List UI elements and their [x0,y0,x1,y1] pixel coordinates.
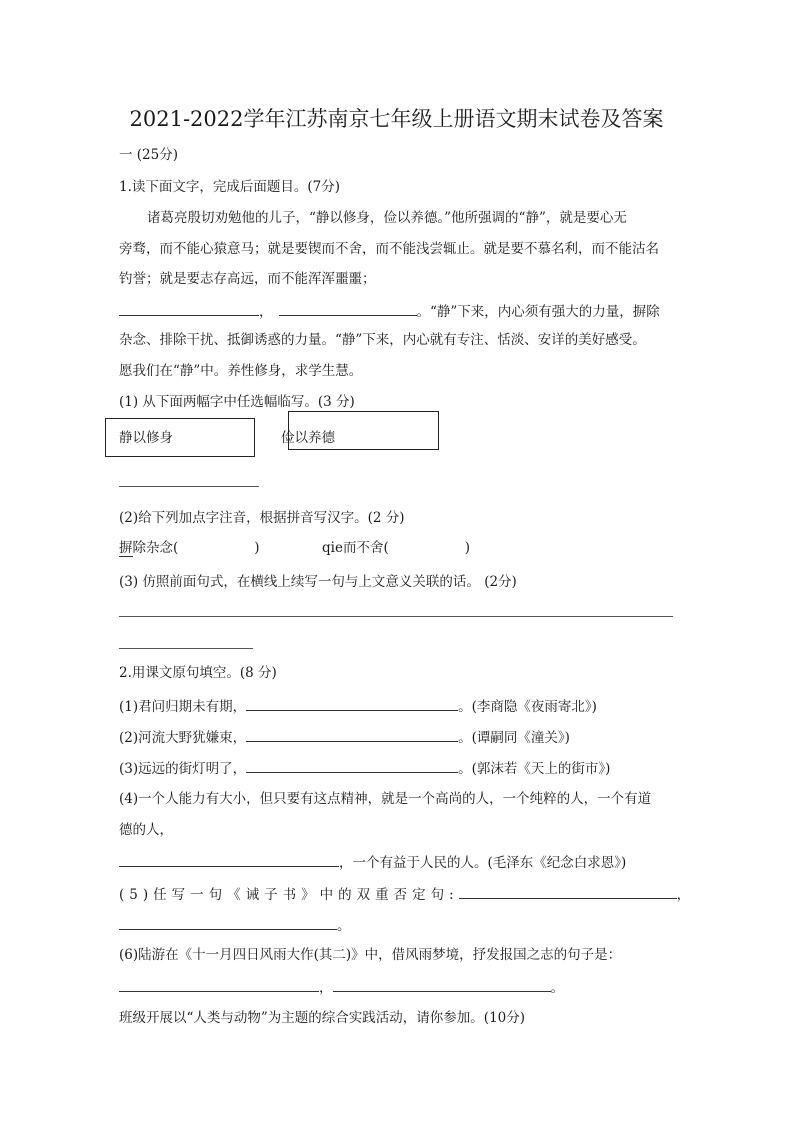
answer-blank[interactable] [119,852,339,867]
passage-line-6: 愿我们在“静”中。养性修身，求学生慧。 [119,363,363,379]
bracket: ) [464,540,470,556]
period: 。 [337,918,351,934]
sub-question-1: (1) 从下面两幅字中任选幅临写。(3 分) [119,394,355,410]
fill-item-2 [119,727,570,747]
passage-line-1: 诸葛亮殷切劝勉他的儿子，“静以修身，俭以养德。”他所强调的“静”，就是要心无 [147,210,627,226]
separator: ， [319,980,333,996]
fill-item-4-line-3 [119,852,626,872]
fill-item-3-prompt: (3)远远的街灯明了， [119,761,247,777]
answer-blank[interactable] [246,758,458,773]
answer-blank[interactable] [333,977,551,992]
question-3-heading: 班级开展以“人类与动物”为主题的综合实践活动，请你参加。(10分) [119,1010,526,1026]
answer-blank[interactable] [279,301,417,316]
answer-line[interactable] [119,486,259,487]
copy-text-1: 静以修身 [119,430,173,446]
section-heading: 一 (25分) [119,147,179,163]
passage-text: 。“静”下来，内心须有强大的力量，摒除 [416,304,660,320]
answer-blank[interactable] [246,696,458,711]
pinyin-item-2 [322,539,470,557]
answer-line[interactable] [119,648,253,649]
fill-item-3 [119,758,610,778]
dotted-char: 摒 [119,540,133,556]
sub-question-3: (3) 仿照前面句式，在横线上续写一句与上文意义关联的话。 (2分) [119,574,517,590]
fill-item-4-line-1: (4)一个人能力有大小，但只要有这点精神，就是一个高尚的人，一个纯粹的人，一个有道 [119,791,652,807]
answer-blank[interactable] [459,884,677,899]
passage-line-3: 钓誉；就是要志存高远，而不能浑浑噩噩； [119,271,376,287]
separator: ， [259,304,273,320]
fill-item-4-source: ，一个有益于人民的人。(毛泽东《纪念白求恩》) [339,855,627,871]
question-2-heading: 2.用课文原句填空。(8 分) [119,665,277,681]
fill-item-3-source: 。(郭沫若《天上的街市》) [458,761,611,777]
fill-item-5-line-2 [119,915,351,935]
fill-item-4-line-2: 德的人， [119,822,173,838]
pinyin-item-1 [119,539,260,557]
passage-line-5: 杂念、排除干扰、抵御诱惑的力量。“静”下来，内心就有专注、恬淡、安详的美好感受。 [119,332,646,348]
passage-line-2: 旁骛，而不能心猿意马；就是要锲而不舍，而不能浅尝辄止。就是要不慕名利，而不能沽名 [119,241,659,257]
fill-item-1-prompt: (1)君问归期未有期， [119,699,247,715]
bracket: ) [254,540,260,556]
pinyin-item-2-text: qie而不舍( [322,540,389,556]
fill-item-5-prompt: (5)任写一句《诫子书》中的双重否定句: [119,887,459,903]
fill-item-1 [119,696,597,716]
answer-blank[interactable] [246,727,458,742]
separator: ， [676,887,691,903]
passage-line-4 [119,301,660,321]
fill-item-2-prompt: (2)河流大野犹嫌束， [119,730,247,746]
fill-item-1-source: 。(李商隐《夜雨寄北》) [458,699,597,715]
fill-item-6-line-2 [119,977,564,997]
answer-blank[interactable] [119,301,259,316]
fill-item-5 [119,884,690,904]
answer-blank[interactable] [119,977,319,992]
fill-item-6: (6)陆游在《十一月四日风雨大作(其二)》中，借风雨梦境，抒发报国之志的句子是： [119,947,622,963]
page-title: 2021-2022学年江苏南京七年级上册语文期末试卷及答案 [129,107,664,131]
pinyin-item-1-text: 除杂念( [132,540,179,556]
question-1-heading: 1.读下面文字，完成后面题目。(7分) [119,179,341,195]
answer-blank[interactable] [119,915,337,930]
fill-item-2-source: 。(谭嗣同《潼关》) [458,730,570,746]
copy-text-2: 俭以养德 [281,430,335,446]
period: 。 [550,980,564,996]
answer-line[interactable] [119,616,673,617]
sub-question-2: (2)给下列加点字注音，根据拼音写汉字。(2 分) [119,510,405,526]
